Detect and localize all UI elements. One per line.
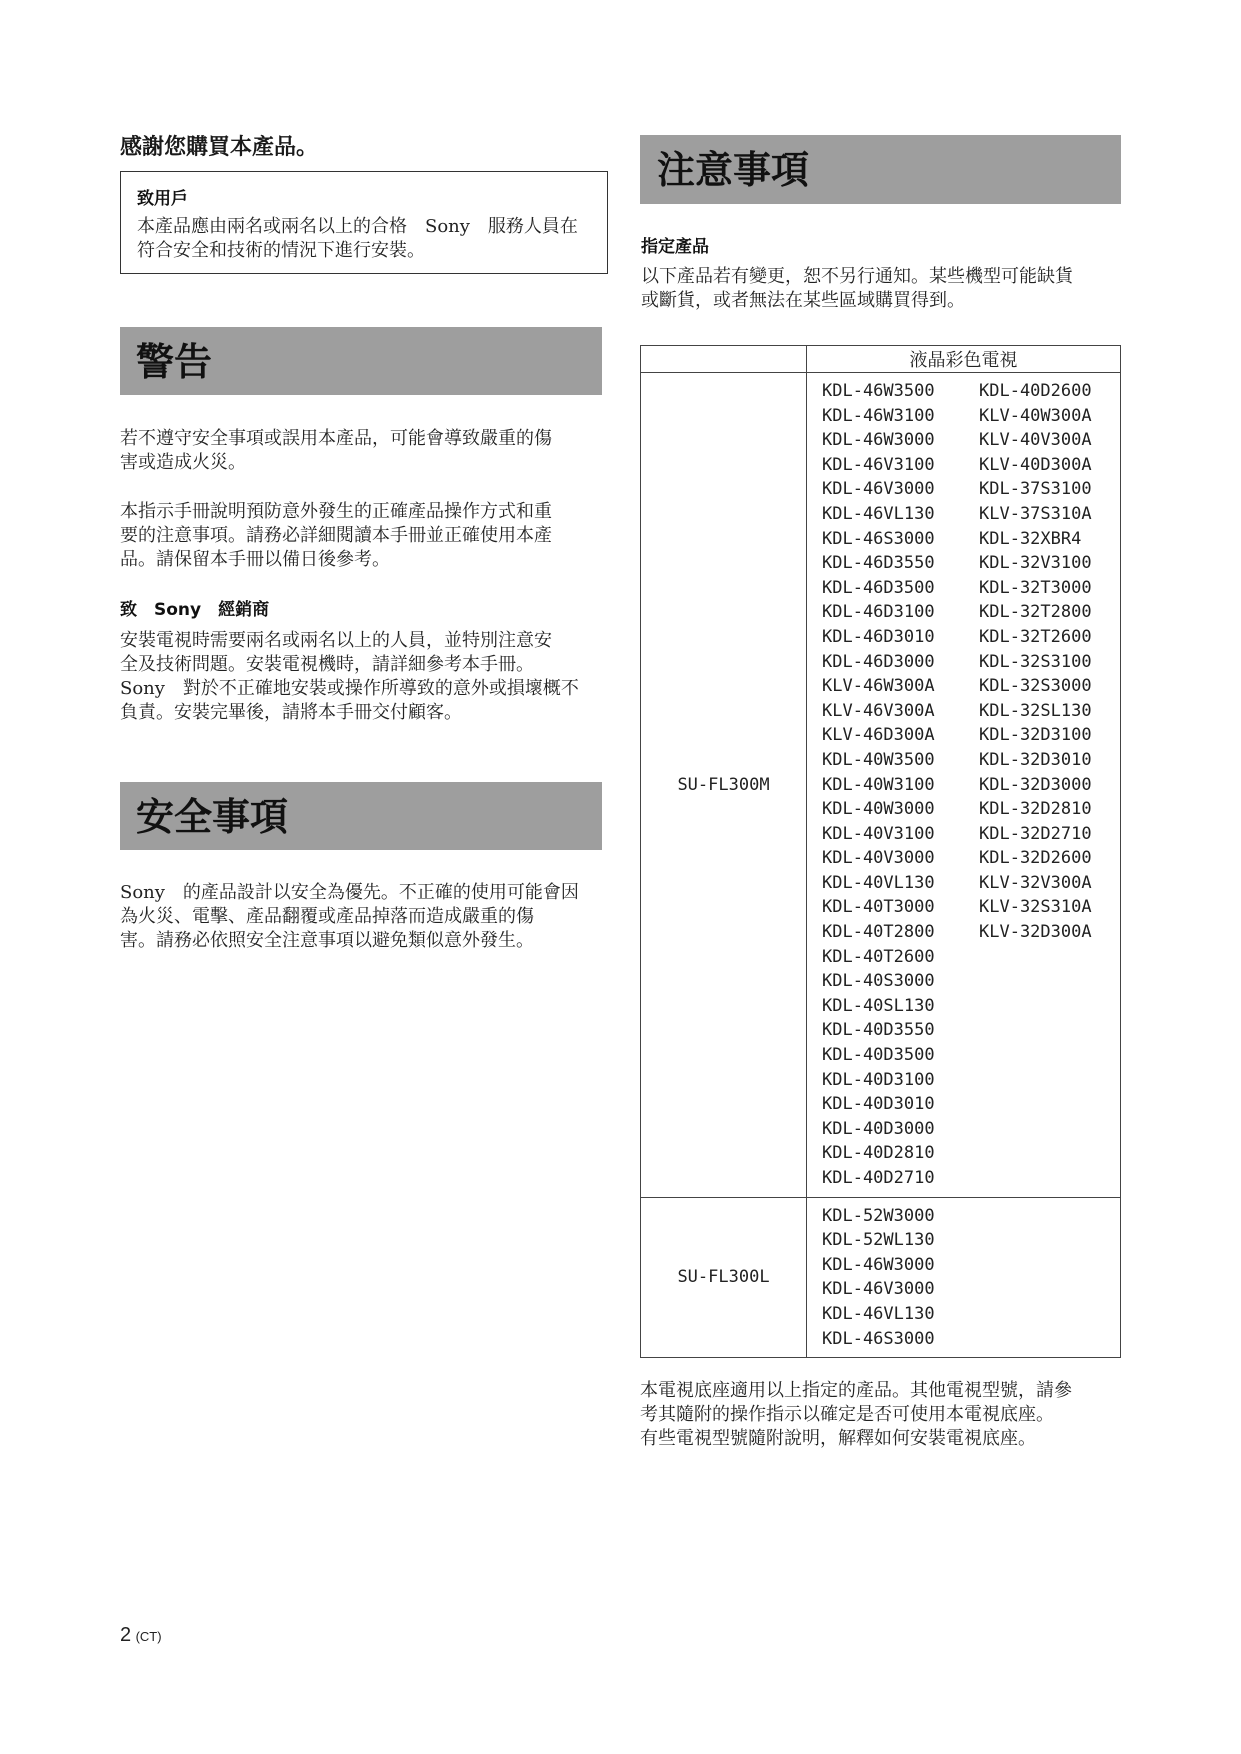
tv-model-item: KLV-46V300A	[822, 700, 935, 721]
text-line: 品。請保留本手冊以備日後參考。	[120, 549, 390, 570]
safety-title-band	[120, 782, 602, 850]
safety-paragraph	[120, 881, 620, 953]
notice-box	[120, 171, 608, 274]
tv-model-item: KDL-40W3500	[822, 749, 935, 770]
tv-model-item: KDL-40T2800	[822, 922, 935, 943]
tv-model-item: KDL-46W3000	[822, 430, 935, 451]
table-row	[641, 373, 1121, 1198]
notice-text-line-1: 本產品應由兩名或兩名以上的合格 Sony 服務人員在	[137, 216, 578, 237]
tv-model-item: KLV-46W300A	[822, 676, 935, 697]
text-line: 本電視底座適用以上指定的產品。其他電視型號，請參	[640, 1380, 1072, 1401]
text-line: 若不遵守安全事項或誤用本產品，可能會導致嚴重的傷	[120, 428, 552, 449]
tv-model-item: KDL-32D2710	[979, 823, 1092, 844]
tv-model-item: KDL-32D2600	[979, 848, 1092, 869]
table-row	[641, 1197, 1121, 1358]
tv-model-item: KDL-32T2600	[979, 626, 1092, 647]
text-line: 全及技術問題。安裝電視機時，請詳細參考本手冊。	[120, 654, 534, 675]
warning-paragraph-1	[120, 427, 620, 475]
tv-model-item: KDL-40V3000	[822, 848, 935, 869]
tv-model-item: KDL-46VL130	[822, 1303, 935, 1324]
tv-model-item: KLV-40D300A	[979, 454, 1092, 475]
page-number	[120, 1624, 162, 1647]
text-line: 害或造成火災。	[120, 452, 246, 473]
tv-model-item: KDL-40W3100	[822, 774, 935, 795]
tv-model-item: KDL-40D2810	[822, 1143, 935, 1164]
text-line: 負責。安裝完畢後，請將本手冊交付顧客。	[120, 702, 462, 723]
tv-model-item: KDL-32D3100	[979, 725, 1092, 746]
warning-paragraph-2	[120, 500, 620, 572]
text-line: 或斷貨，或者無法在某些區域購買得到。	[641, 290, 965, 311]
tv-model-item: KLV-40V300A	[979, 430, 1092, 451]
tv-model-item: KDL-32V3100	[979, 553, 1092, 574]
header-blank-cell	[641, 346, 807, 373]
warning-title: 警告	[136, 340, 213, 384]
designated-intro	[641, 265, 1131, 313]
tv-model-item: KDL-32T3000	[979, 577, 1092, 598]
tv-model-item: KDL-46V3000	[822, 1279, 935, 1300]
model-column-1	[822, 379, 979, 1191]
tv-model-item: KDL-46S3000	[822, 1328, 935, 1349]
tv-models-cell	[807, 373, 1121, 1198]
thanks-title: 感謝您購買本產品。	[120, 135, 319, 160]
model-compatibility-table	[640, 345, 1121, 1358]
text-line: Sony 對於不正確地安裝或操作所導致的意外或損壞概不	[120, 678, 579, 699]
compatibility-footer-note	[640, 1379, 1130, 1451]
tv-model-item: KDL-40V3100	[822, 823, 935, 844]
tv-model-item: KDL-52W3000	[822, 1205, 935, 1226]
tv-model-item: KDL-46S3000	[822, 528, 935, 549]
tv-model-item: KDL-40D3100	[822, 1069, 935, 1090]
page-number-value: 2	[120, 1624, 132, 1646]
table-header-row	[641, 346, 1121, 373]
dealer-paragraph	[120, 629, 620, 725]
tv-model-item: KDL-32D2810	[979, 799, 1092, 820]
tv-model-item: KDL-40D3500	[822, 1045, 935, 1066]
tv-model-item: KDL-40D2710	[822, 1168, 935, 1188]
tv-model-item: KDL-52WL130	[822, 1230, 935, 1251]
notice-text-line-2: 符合安全和技術的情況下進行安裝。	[137, 240, 425, 261]
header-lcd-tv-cell: 液晶彩色電視	[807, 346, 1121, 373]
designated-products-heading: 指定產品	[641, 237, 709, 257]
tv-model-item: KDL-32S3000	[979, 676, 1092, 697]
tv-model-item: KDL-46VL130	[822, 503, 935, 524]
tv-model-item: KLV-32V300A	[979, 872, 1092, 893]
safety-title: 安全事項	[136, 795, 289, 839]
text-line: 考其隨附的操作指示以確定是否可使用本電視底座。	[640, 1404, 1054, 1425]
tv-model-item: KDL-46D3010	[822, 626, 935, 647]
tv-model-item: KDL-40S3000	[822, 971, 935, 992]
warning-title-band	[120, 327, 602, 395]
tv-model-item: KDL-40T3000	[822, 897, 935, 918]
tv-model-item: KDL-40D3010	[822, 1094, 935, 1115]
tv-model-item: KDL-46D3500	[822, 577, 935, 598]
tv-model-item: KDL-40VL130	[822, 872, 935, 893]
text-line: Sony 的產品設計以安全為優先。不正確的使用可能會因	[120, 882, 579, 903]
dealer-heading: 致 Sony 經銷商	[120, 600, 270, 620]
stand-model-cell: SU-FL300L	[641, 1197, 807, 1358]
tv-model-item: KDL-32SL130	[979, 700, 1092, 721]
text-line: 以下產品若有變更，恕不另行通知。某些機型可能缺貨	[641, 266, 1073, 287]
tv-model-item: KLV-46D300A	[822, 725, 935, 746]
tv-model-item: KDL-46D3550	[822, 553, 935, 574]
text-line: 安裝電視時需要兩名或兩名以上的人員，並特別注意安	[120, 630, 552, 651]
tv-model-item: KDL-46W3500	[822, 381, 935, 401]
precautions-title: 注意事項	[657, 148, 810, 192]
tv-model-item: KDL-40D3550	[822, 1020, 935, 1041]
tv-model-item: KLV-37S310A	[979, 503, 1092, 524]
precautions-title-band	[640, 135, 1121, 204]
model-column-1	[822, 1204, 979, 1352]
text-line: 本指示手冊說明預防意外發生的正確產品操作方式和重	[120, 501, 552, 522]
tv-model-item: KDL-32S3100	[979, 651, 1092, 672]
tv-model-item: KDL-37S3100	[979, 479, 1092, 500]
tv-model-item: KDL-46V3100	[822, 454, 935, 475]
tv-models-cell	[807, 1197, 1121, 1358]
tv-model-item: KDL-46D3100	[822, 602, 935, 623]
tv-model-item: KDL-40W3000	[822, 799, 935, 820]
tv-model-item: KDL-32D3010	[979, 749, 1092, 770]
tv-model-item: KDL-46W3100	[822, 405, 935, 426]
stand-model-cell: SU-FL300M	[641, 373, 807, 1198]
tv-model-item: KDL-46V3000	[822, 479, 935, 500]
page-number-suffix: (CT)	[135, 1629, 162, 1644]
tv-model-item: KDL-40SL130	[822, 995, 935, 1016]
tv-model-item: KLV-32D300A	[979, 922, 1092, 943]
tv-model-item: KDL-32T2800	[979, 602, 1092, 623]
notice-heading: 致用戶	[137, 189, 188, 209]
tv-model-item: KLV-32S310A	[979, 897, 1092, 918]
text-line: 為火災、電擊、產品翻覆或產品掉落而造成嚴重的傷	[120, 906, 534, 927]
tv-model-item: KDL-46D3000	[822, 651, 935, 672]
text-line: 害。請務必依照安全注意事項以避免類似意外發生。	[120, 930, 534, 951]
tv-model-item: KDL-40D2600	[979, 381, 1092, 401]
tv-model-item: KDL-40T2600	[822, 946, 935, 967]
text-line: 有些電視型號隨附說明，解釋如何安裝電視底座。	[640, 1428, 1036, 1449]
model-column-2	[979, 379, 1092, 1191]
tv-model-item: KDL-46W3000	[822, 1254, 935, 1275]
tv-model-item: KDL-32D3000	[979, 774, 1092, 795]
tv-model-item: KLV-40W300A	[979, 405, 1092, 426]
tv-model-item: KDL-32XBR4	[979, 528, 1082, 549]
text-line: 要的注意事項。請務必詳細閱讀本手冊並正確使用本產	[120, 525, 552, 546]
tv-model-item: KDL-40D3000	[822, 1118, 935, 1139]
